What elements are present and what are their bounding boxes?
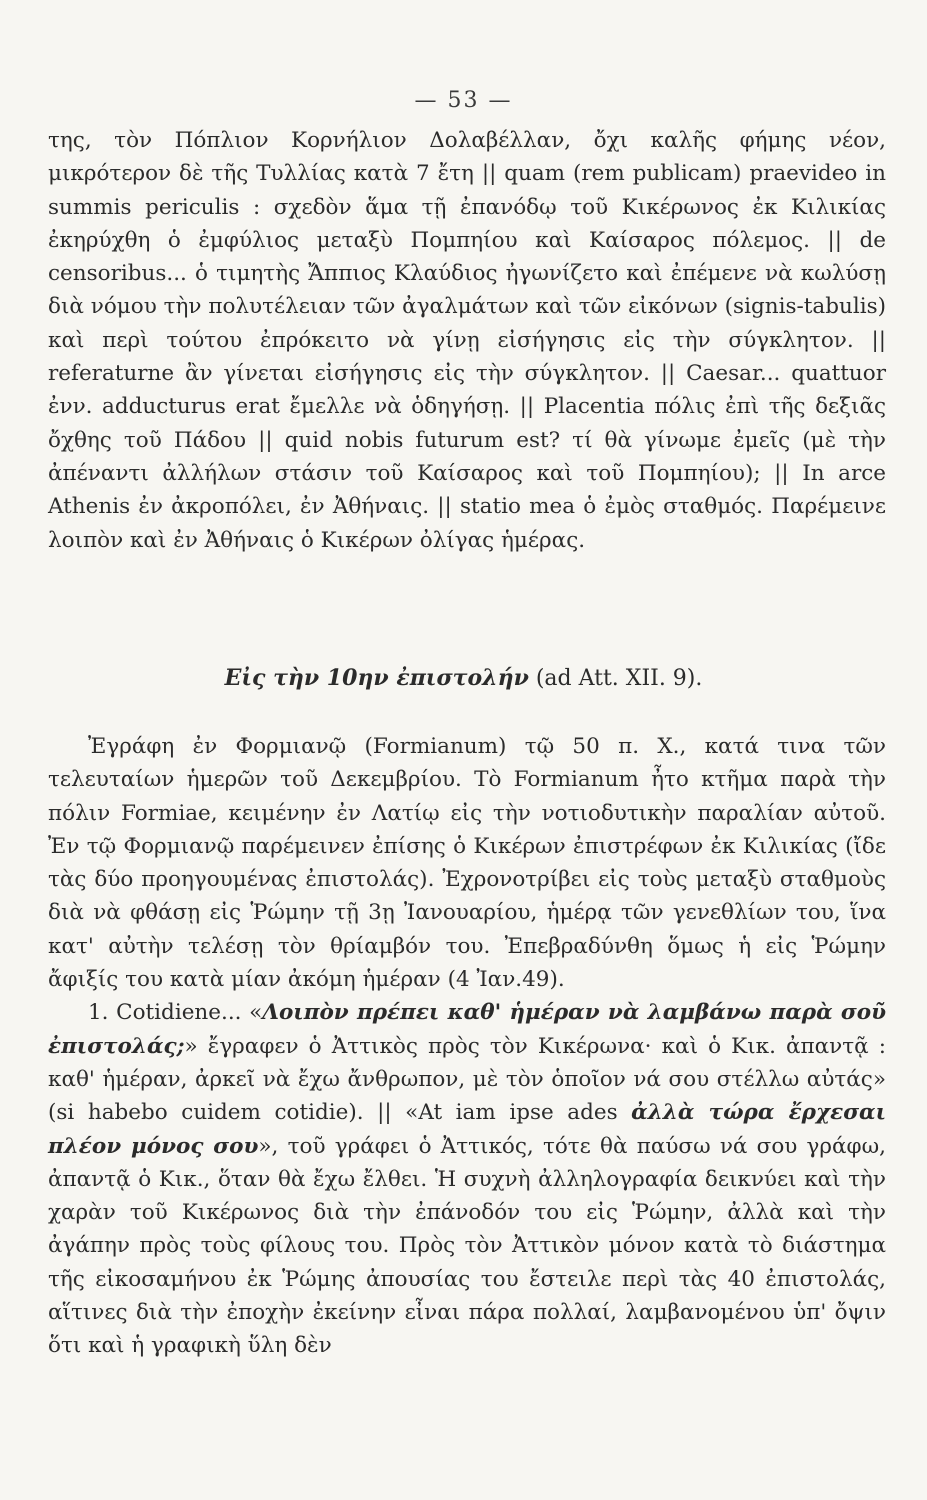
commentary-paragraph: της, τὸν Πόπλιον Κορνήλιον Δολαβέλλαν, ὄχι καλῆς φήμης νέον, μικρότερον δὲ τῆς Τυλλίας κατὰ 7 ἔτη || quam (rem publicam) praevideo in summis periculis : σχεδὸν ἅμα τῇ ἐπανόδῳ τοῦ Κικέρωνος ἐκ Κιλικίας ἐκηρύχθη ὁ ἐμφύλιος μεταξὺ Πομπηίου καὶ Καίσαρος πόλεμος. || de censoribus... ὁ τιμητὴς Ἄππιος Κλαύδιος ἠγωνίζετο καὶ ἐπέμενε νὰ κωλύσῃ διὰ νόμου τὴν πολυτέλειαν τῶν ἀγαλμάτων καὶ τῶν εἰκόνων (signis-tabulis) καὶ περὶ τούτου ἐπρόκειτο νὰ γίνῃ εἰσήγησις εἰς τὴν σύγκλητον. || referaturne ἂν γίνεται εἰσήγησις εἰς τὴν σύγκλητον. || Caesar... quattuor ἐνν. adducturus erat ἔμελλε νὰ ὁδηγήσῃ. || Placentia πόλις ἐπὶ τῆς δεξιᾶς ὄχθης τοῦ Πάδου || quid nobis futurum est? τί θὰ γίνωμε ἐμεῖς (μὲ τὴν ἀπέναντι ἀλλήλων στάσιν τοῦ Καίσαρος καὶ τοῦ Πομπηίου); || In arce Athenis ἐν ἀκροπόλει, ἐν Ἀθήναις. || statio mea ὁ ἐμὸς σταθμός. Παρέμεινε λοιπὸν καὶ ἐν Ἀθήναις ὁ Κικέρων ὀλίγας ἡμέρας. — [48, 128, 886, 553]
commentary-block-letter-10 — [48, 730, 886, 1363]
note-text: » ἔγραφεν ὁ Ἀττικὸς πρὸς τὸν Κικέρωνα· καὶ ὁ Κικ. ἀπαντᾷ : καθ' ἡμέραν, ἀρκεῖ νὰ ἔχω ἄνθρωπον, μὲ τὸν ὁποῖον νά σου στέλλω αὐτάς» (si habebo cuidem cotidie). || «At iam ipse ades — [48, 1033, 886, 1126]
note-paragraph-1 — [48, 996, 886, 1362]
page-number: — 53 — — [414, 88, 513, 113]
note-translation-emphasis: Λοιπὸν πρέπει καθ' ἡμέραν νὰ λαμβάνω παρὰ σοῦ ἐπιστολάς; — [48, 1000, 887, 1059]
commentary-block-continued — [48, 124, 886, 557]
note-text-2: », τοῦ γράφει ὁ Ἀττικός, τότε θὰ παύσω νά σου γράφω, ἀπαντᾷ ὁ Κικ., ὅταν θὰ ἔχω ἔλθει. Ἡ συχνὴ ἀλληλογραφία δεικνύει καὶ τὴν χαρὰν τοῦ Κικέρωνος διὰ τὴν ἐπάνοδόν του εἰς Ῥώμην, ἀλλὰ καὶ τὴν ἀγάπην πρὸς τοὺς φίλους του. Πρὸς τὸν Ἀττικὸν μόνον κατὰ τὸ διάστημα τῆς εἰκοσαμήνου ἐκ Ῥώμης ἀπουσίας του ἔστειλε περὶ τὰς 40 ἐπιστολάς, αἵτινες διὰ τὴν ἐποχὴν ἐκείνην εἶναι πάρα πολλαί, λαμβανομένου ὑπ' ὄψιν ὅτι καὶ ἡ γραφικὴ ὕλη δὲν — [48, 1133, 886, 1359]
section-heading-reference: (ad Att. XII. 9). — [528, 666, 703, 691]
section-heading-title: Εἰς τὴν 10ην ἐπιστολήν — [224, 665, 529, 691]
intro-paragraph — [48, 730, 886, 996]
note-translation-emphasis-2: ἀλλὰ τώρα ἔρχεσαι πλέον μόνος σου — [48, 1100, 886, 1159]
section-heading — [0, 662, 927, 695]
intro-paragraph-text: Ἐγράφη ἐν Φορμιανῷ (Formianum) τῷ 50 π. Χ., κατά τινα τῶν τελευταίων ἡμερῶν τοῦ Δεκεμβρίου. Τὸ Formianum ἦτο κτῆμα παρὰ τὴν πόλιν Formiae, κειμένην ἐν Λατίῳ εἰς τὴν νοτιοδυτικὴν παραλίαν αὐτοῦ. Ἐν τῷ Φορμιανῷ παρέμεινεν ἐπίσης ὁ Κικέρων ἐπιστρέφων ἐκ Κιλικίας (ἴδε τὰς δύο προηγουμένας ἐπιστολάς). Ἐχρονοτρίβει εἰς τοὺς μεταξὺ σταθμοὺς διὰ νὰ φθάσῃ εἰς Ῥώμην τῇ 3ῃ Ἰανουαρίου, ἡμέρᾳ τῶν γενεθλίων του, ἵνα κατ' αὐτὴν τελέσῃ τὸν θρίαμβόν του. Ἐπεβραδύνθη ὅμως ἡ εἰς Ῥώμην ἄφιξίς του κατὰ μίαν ἀκόμη ἡμέραν (4 Ἰαν.49). — [48, 734, 886, 993]
note-lemma: 1. Cotidiene... « — [88, 1000, 263, 1026]
